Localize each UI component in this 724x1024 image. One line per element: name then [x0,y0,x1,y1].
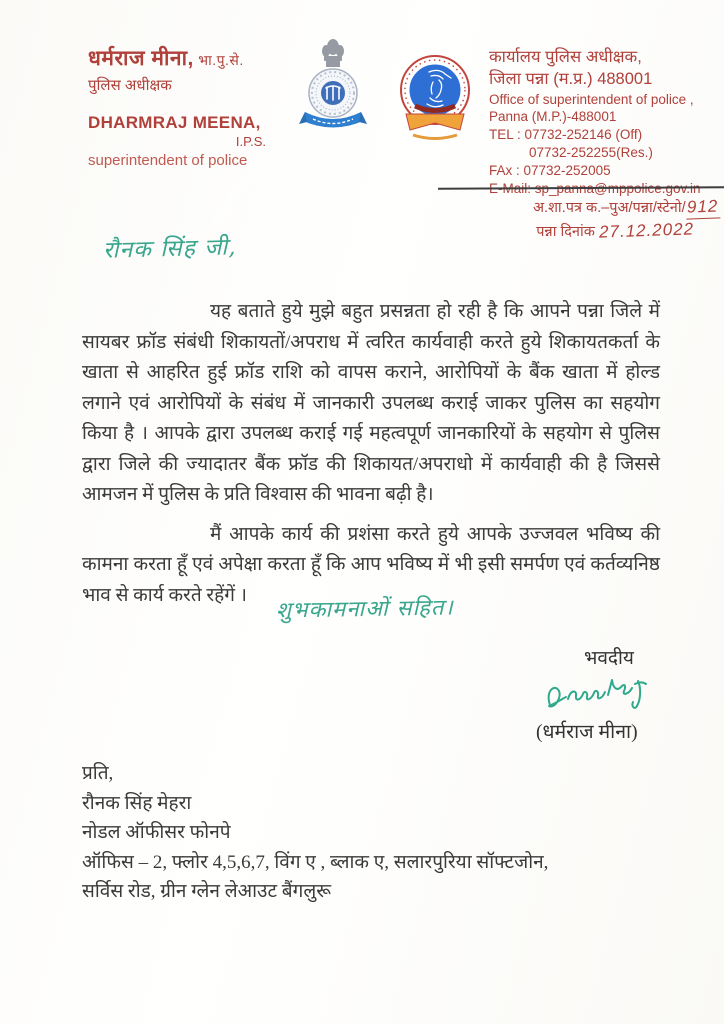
valediction: भवदीय [584,648,634,669]
reference-date-handwritten: 27.12.2022 [598,219,695,242]
reference-number-handwritten: 912 [685,196,720,219]
office-telephone-res: 07732-252255(Res.) [529,144,653,160]
office-name-english: Office of superintendent of police , [489,91,694,107]
officer-name-hindi [88,44,298,72]
office-seal-icon [399,52,471,144]
signer-name: (धर्मराज मीना) [536,722,638,743]
office-fax: FAx : 07732-252005 [489,162,611,178]
recipient-designation: नोडल ऑफीसर फोनपे [82,822,231,843]
closing-wish-handwritten: शुभकामनाओं सहित। [275,595,454,624]
letterhead-right [489,46,723,197]
mp-police-emblem-icon [299,38,367,138]
salutation-handwritten: रौनक सिंह जी, [102,234,237,264]
signature-scribble [542,675,662,717]
office-name-hindi: कार्यालय पुलिस अधीक्षक, [489,48,642,66]
recipient-block [82,759,682,907]
recipient-address-line-1: ऑफिस – 2, फ्लोर 4,5,6,7, विंग ए , ब्लाक ए, सलारपुरिया सॉफ्टजोन, [82,851,549,873]
recipient-label: प्रति, [82,763,114,784]
office-district-hindi: जिला पन्ना (म.प्र.) 488001 [489,70,653,89]
body-paragraph-2: मैं आपके कार्य की प्रशंसा करते हुये आपके उज्जवल भविष्य की कामना करता हूँ एवं अपेक्षा करता हूँ कि आप भविष्य में भी इसी समर्पण एवं कर्तव्यनिष्ठ भाव से कार्य करते रहेंगें । [82,523,660,606]
officer-title-english: superintendent of police [88,152,248,169]
reference-number-line [410,197,720,219]
officer-service-suffix: भा.पु.से. [193,52,244,68]
reference-date-printed: पन्ना दिनांक [536,224,599,240]
reference-number-printed: अ.शा.पत्र क.–पुअ/पन्ना/स्टेनो/ [532,200,686,216]
reference-date-line [410,221,720,241]
recipient-name: रौनक सिंह मेहरा [82,792,192,814]
office-address-english: Panna (M.P.)-488001 [489,109,617,125]
office-telephone: TEL : 07732-252146 (Off) [489,127,643,143]
body-paragraph-1: यह बताते हुये मुझे बहुत प्रसन्नता हो रही है कि आपने पन्ना जिले में सायबर फ्रॉड संबंधी शिकायतों/अपराध में त्वरित कार्यवाही करते हुये शिकायतकर्ता के खाता से आहरित हुई फ्रॉड राशि को वापस कराने, आरोपियों के बैंक खाता में होल्ड लगाने एवं आरोपियों के संबंध में जानकारी उपलब्ध कराई जाकर पुलिस का सहयोग किया है । आपके द्वारा उपलब्ध कराई गई महत्वपूर्ण जानकारियों के सहयोग से पुलिस द्वारा जिले की ज्यादातर बैंक फ्रॉड की शिकायत/अपराधो में कार्यवाही की है जिससे आमजन में पुलिस के प्रति विश्वास की भावना बढ़ी है। [82,301,660,505]
letter-body [82,297,660,611]
officer-title-hindi: पुलिस अधीक्षक [88,77,172,94]
letterhead-left [88,44,298,169]
recipient-address-line-2: सर्विस रोड, ग्रीन ग्लेन लेआउट बैंगलुरू [82,881,331,902]
reference-block [410,197,720,241]
officer-name-english: DHARMRAJ MEENA, [88,113,261,132]
officer-ips-label: I.P.S. [235,134,266,149]
officer-name-hindi-text: धर्मराज मीना, [88,47,194,70]
